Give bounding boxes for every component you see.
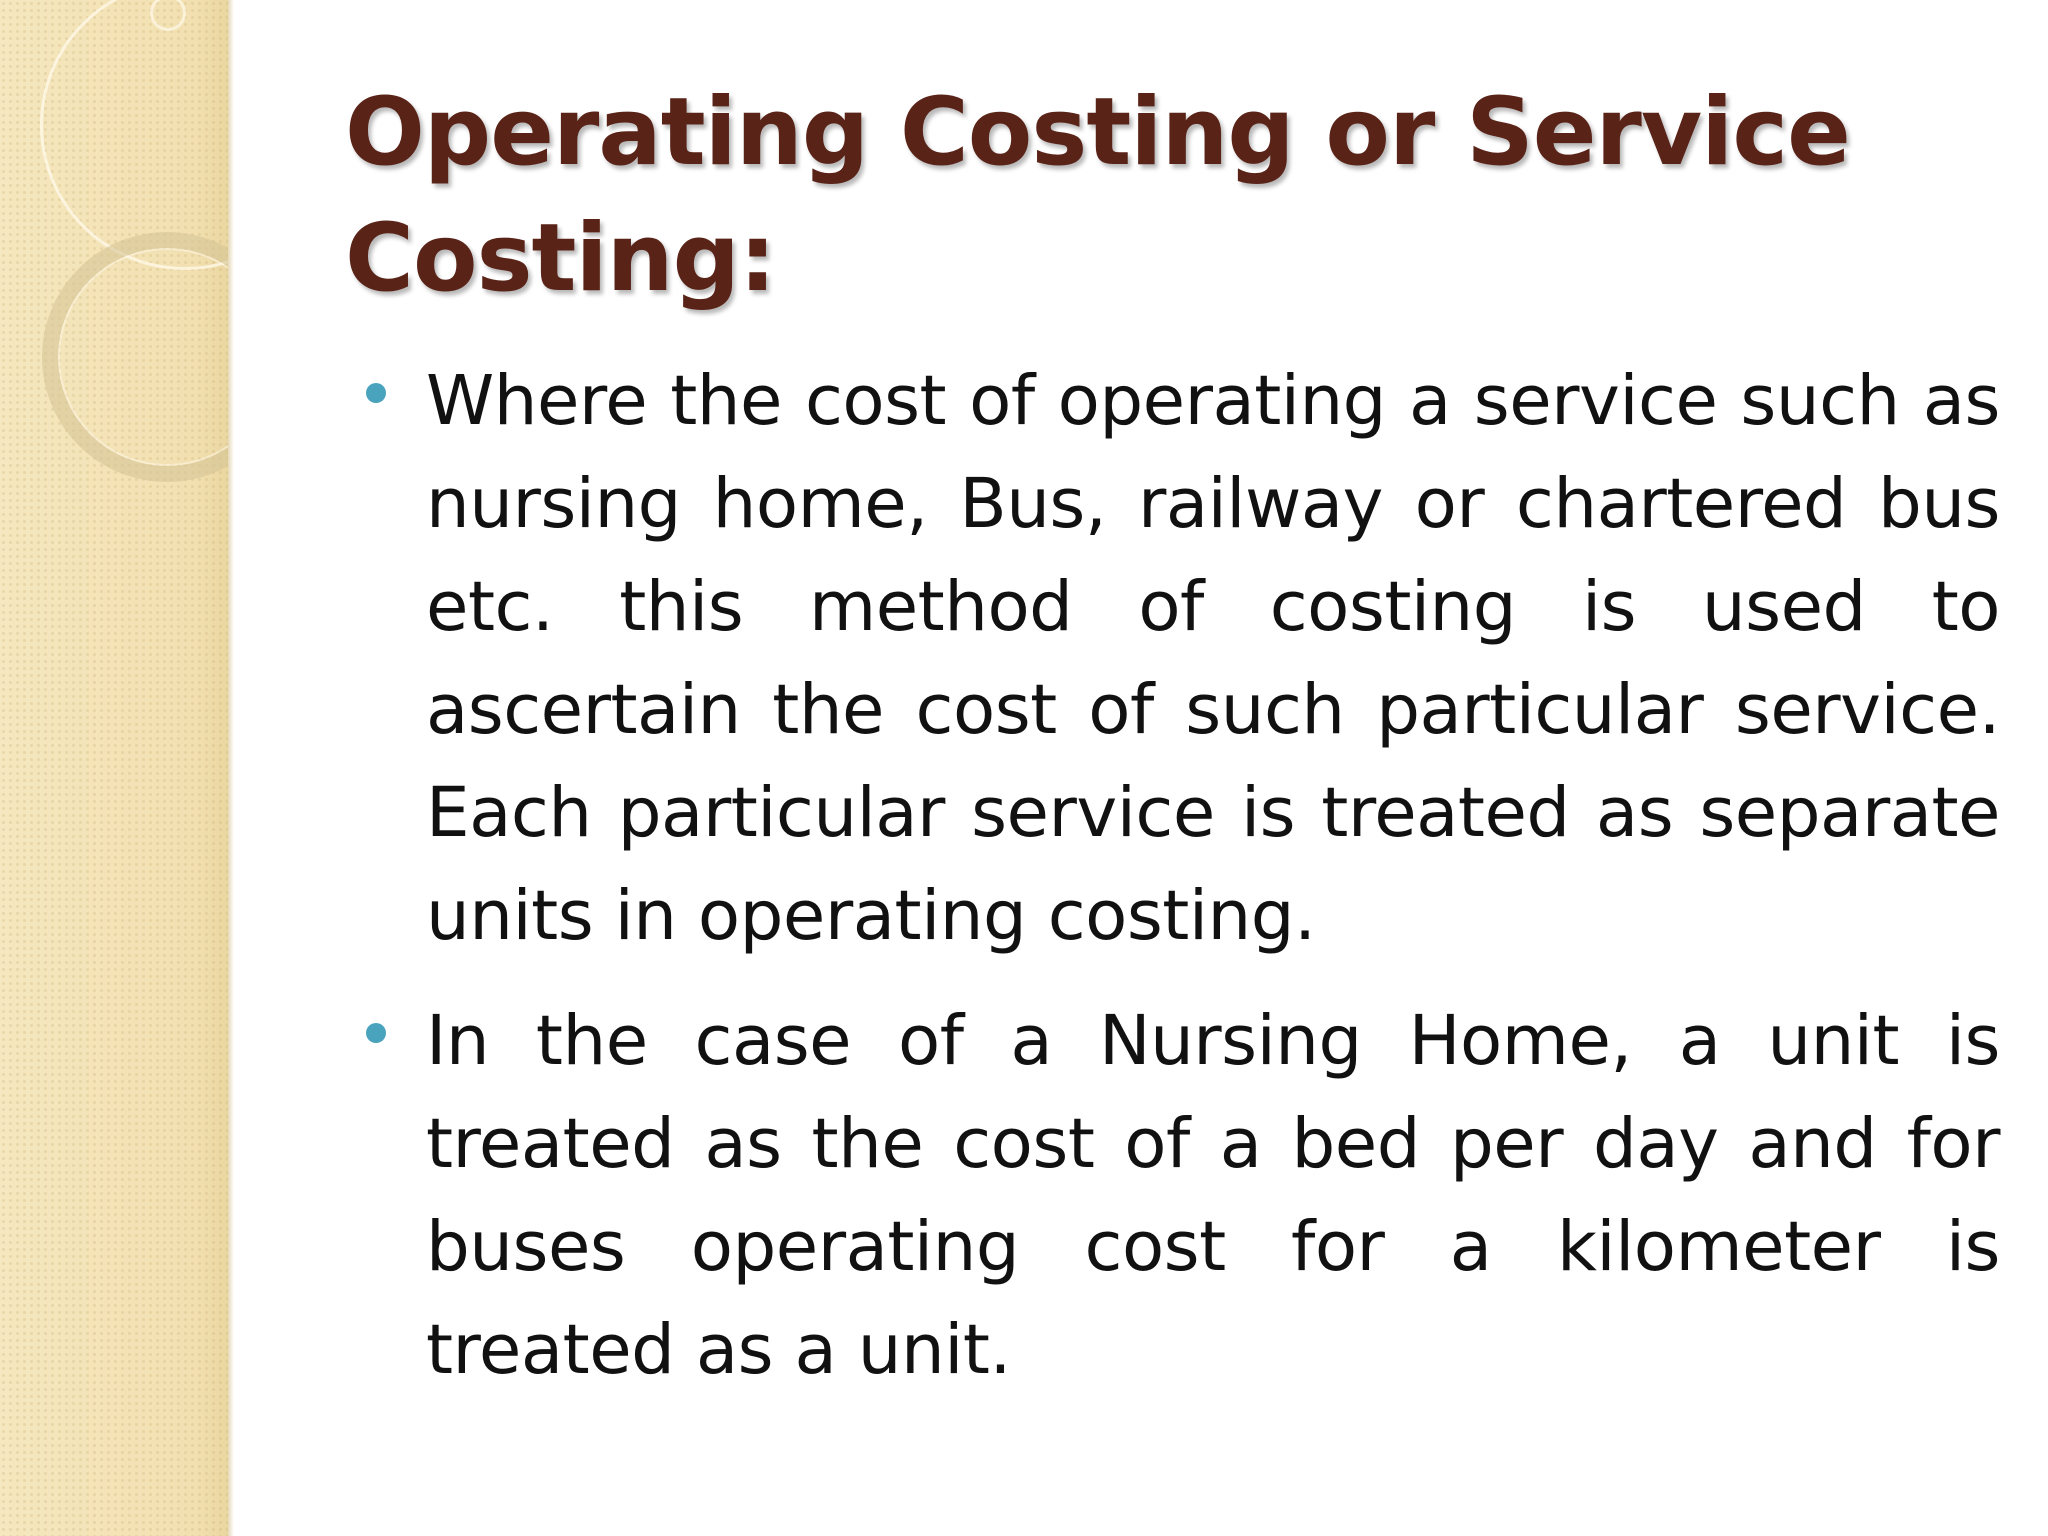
decorative-side-band <box>0 0 228 1536</box>
decorative-ring-medium <box>42 232 228 482</box>
slide-title: Operating Costing or Service Costing: <box>345 78 1850 313</box>
bullet-item-1 <box>360 350 2000 968</box>
bullet-item-2 <box>360 990 2000 1402</box>
bullet-text-1: Where the cost of operating a service such as nursing home, Bus, railway or chartered bus etc. this method of costing is used to ascertain the cost of such particular service. Each particular service is treated as separate units in operating costing. <box>426 361 2000 956</box>
decorative-ring-large <box>40 0 228 270</box>
bullet-text-2: In the case of a Nursing Home, a unit is treated as the cost of a bed per day and for buses operating cost for a kilometer is treated as a unit. <box>426 1001 2000 1390</box>
bullet-dot-icon <box>366 1023 386 1043</box>
side-band-edge <box>228 0 234 1536</box>
bullet-dot-icon <box>366 383 386 403</box>
bullet-list <box>360 350 2000 1424</box>
